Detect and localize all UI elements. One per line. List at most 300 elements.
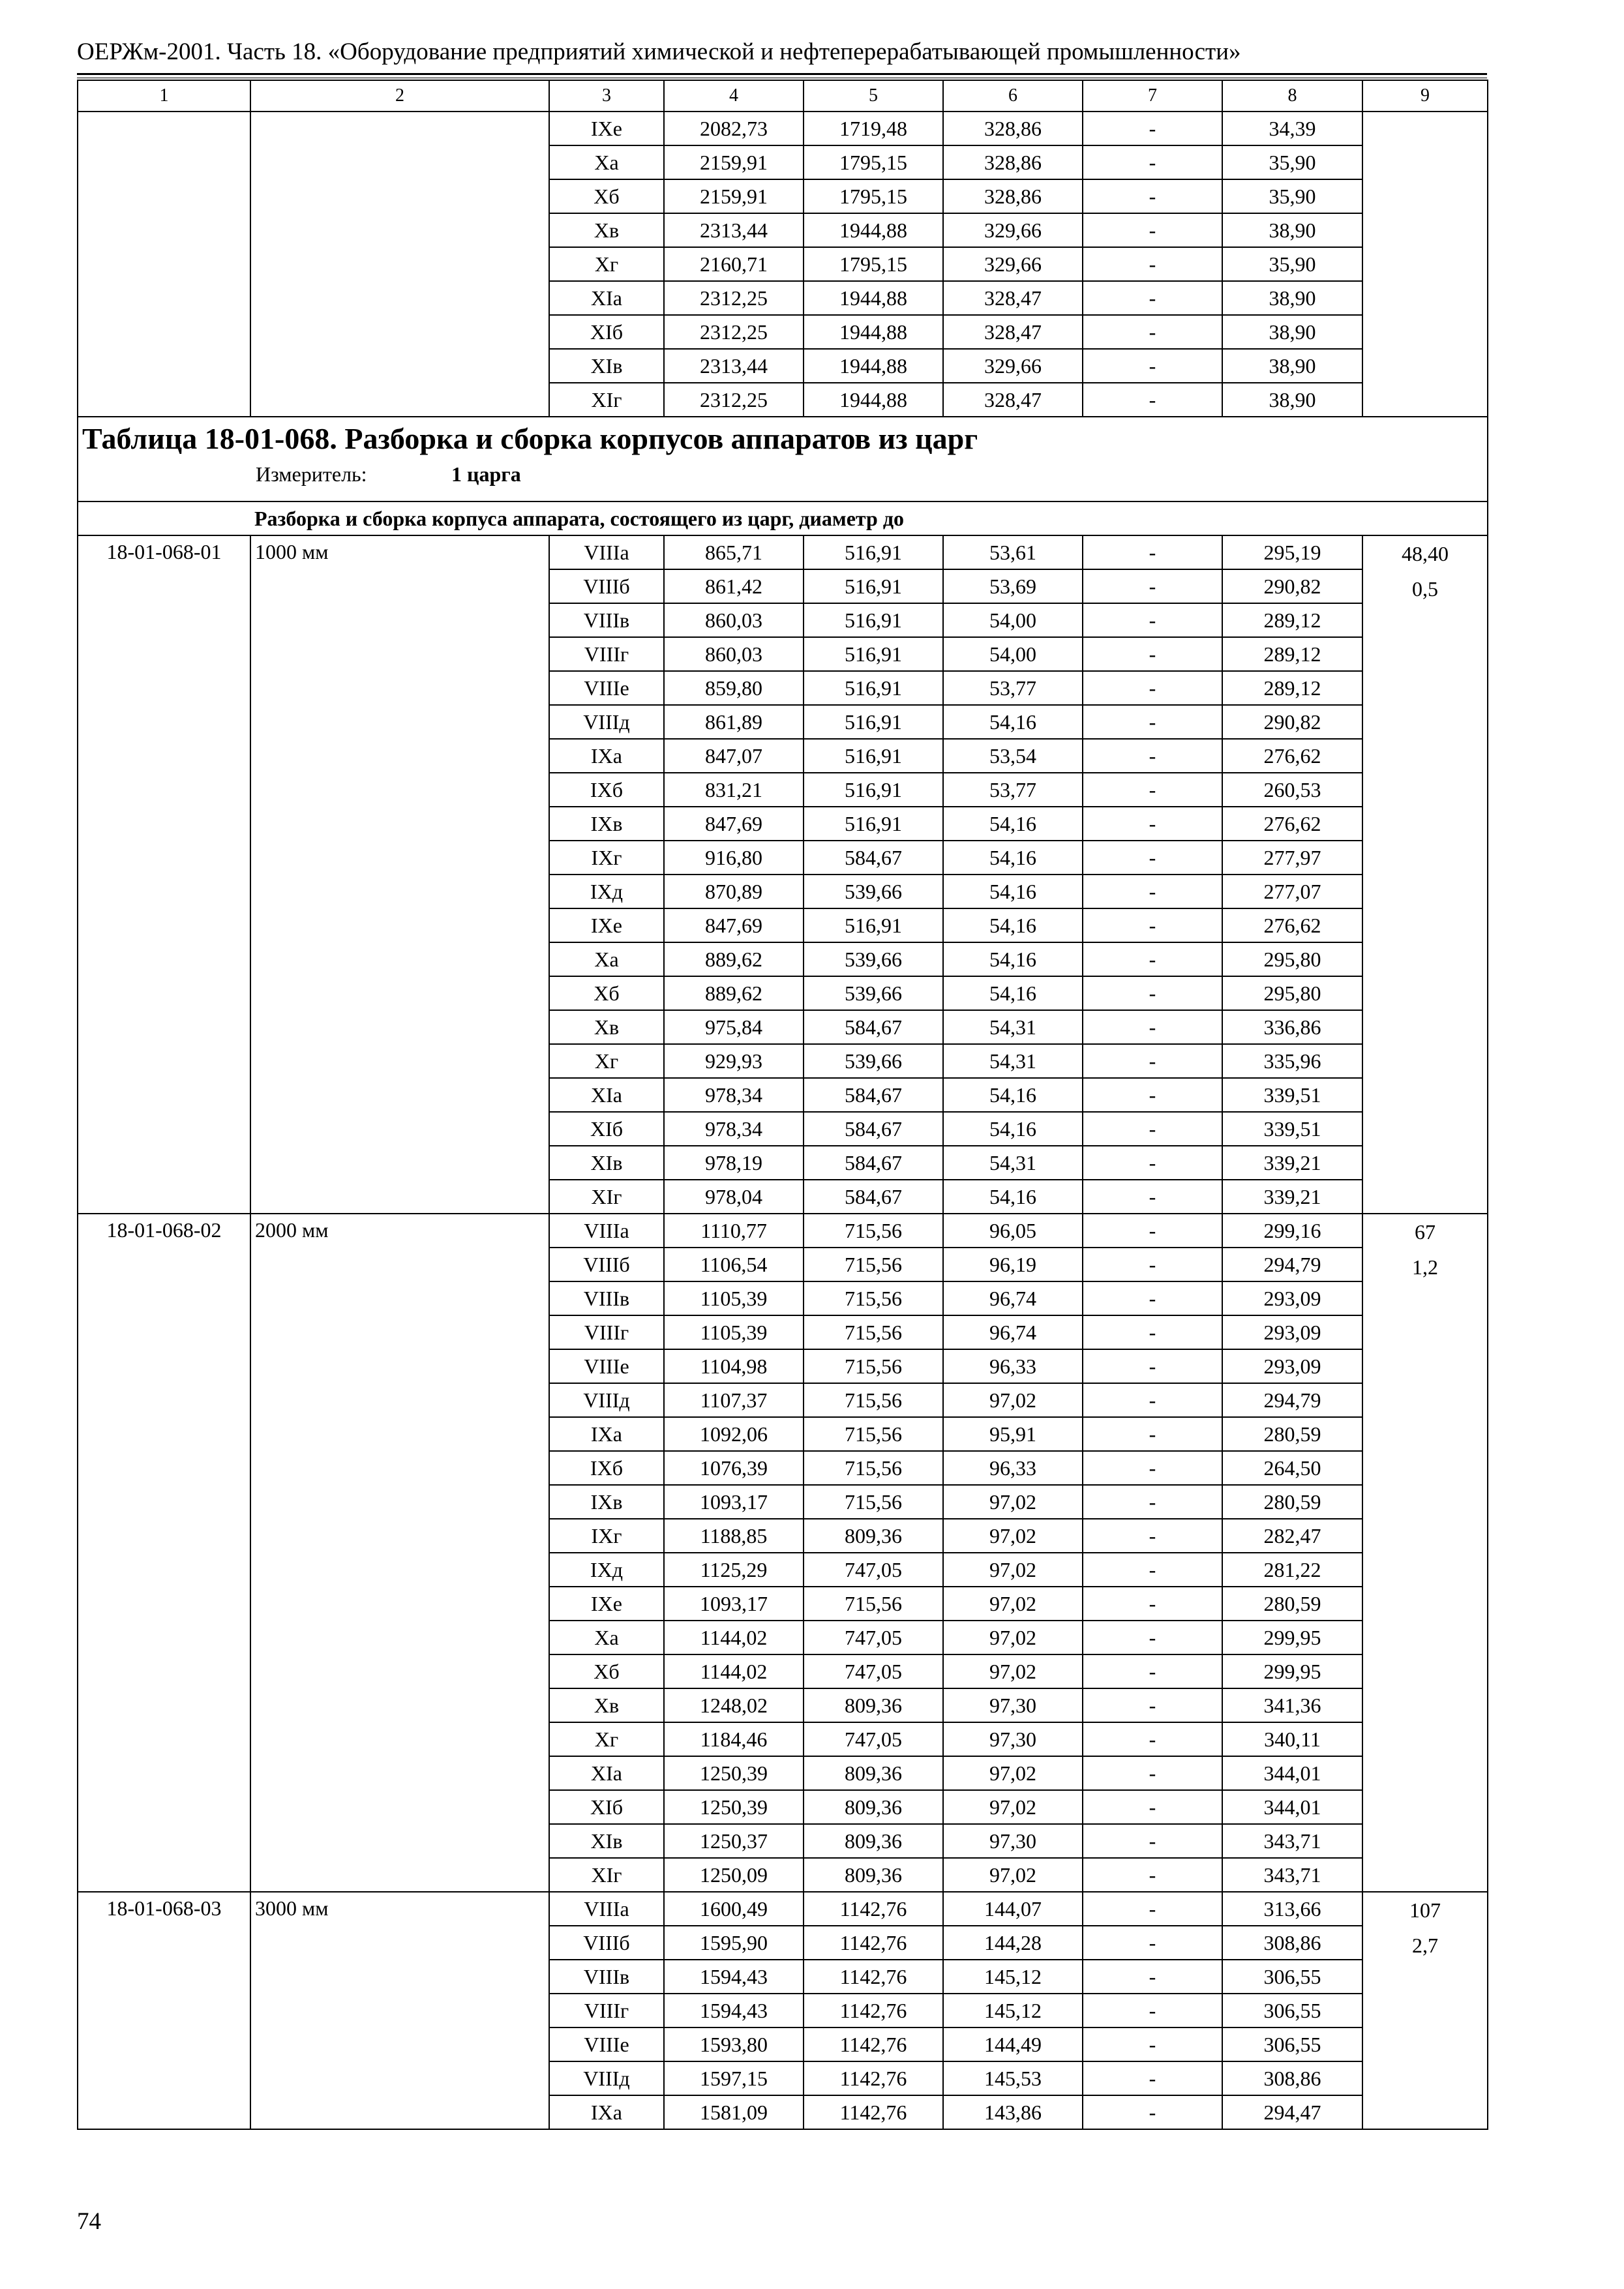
zone-code: VIIIд: [549, 2061, 664, 2095]
wages: 1142,76: [804, 2027, 943, 2061]
wages: 584,67: [804, 841, 943, 875]
materials: -: [1083, 1146, 1222, 1180]
labor-costs: 280,59: [1222, 1587, 1362, 1621]
price-table: [77, 80, 1488, 2130]
machine-costs: 329,66: [943, 247, 1083, 281]
wages: 1795,15: [804, 179, 943, 213]
materials: -: [1083, 1654, 1222, 1688]
materials: -: [1083, 1485, 1222, 1519]
materials: -: [1083, 1112, 1222, 1146]
labor-costs: 308,86: [1222, 1926, 1362, 1960]
direct-costs: 929,93: [664, 1044, 804, 1078]
materials: -: [1083, 315, 1222, 349]
machine-costs: 97,02: [943, 1485, 1083, 1519]
zone-code: VIIIа: [549, 1892, 664, 1926]
worker-hours: 67: [1415, 1220, 1436, 1244]
wages: 1142,76: [804, 1892, 943, 1926]
materials: -: [1083, 1078, 1222, 1112]
table-title-row: [78, 417, 1488, 501]
zone-code: VIIIе: [549, 671, 664, 705]
wages: 715,56: [804, 1248, 943, 1281]
item-code: 18-01-068-03: [78, 1892, 250, 2129]
machine-costs: 53,77: [943, 773, 1083, 807]
wages: 1944,88: [804, 281, 943, 315]
wages: 516,91: [804, 773, 943, 807]
zone-code: IXг: [549, 841, 664, 875]
machine-costs: 54,16: [943, 1180, 1083, 1214]
materials: -: [1083, 671, 1222, 705]
labor-costs: 280,59: [1222, 1417, 1362, 1451]
wages: 539,66: [804, 1044, 943, 1078]
materials: -: [1083, 1451, 1222, 1485]
zone-code: Xв: [549, 1688, 664, 1722]
materials: -: [1083, 841, 1222, 875]
wages: 1719,48: [804, 112, 943, 145]
zone-code: IXб: [549, 1451, 664, 1485]
labor-costs: 281,22: [1222, 1553, 1362, 1587]
labor-costs: 294,79: [1222, 1248, 1362, 1281]
zone-code: Xа: [549, 942, 664, 976]
machine-costs: 54,16: [943, 976, 1083, 1010]
zone-code: IXе: [549, 112, 664, 145]
section-title: Разборка и сборка корпуса аппарата, состоящего из царг, диаметр до: [78, 501, 1488, 535]
direct-costs: 1076,39: [664, 1451, 804, 1485]
labor-costs: 35,90: [1222, 179, 1362, 213]
zone-code: XIа: [549, 1078, 664, 1112]
labor-costs: 339,21: [1222, 1146, 1362, 1180]
labor-costs: 341,36: [1222, 1688, 1362, 1722]
direct-costs: 1600,49: [664, 1892, 804, 1926]
materials: -: [1083, 1722, 1222, 1756]
direct-costs: 975,84: [664, 1010, 804, 1044]
materials: -: [1083, 875, 1222, 908]
wages: 1142,76: [804, 2061, 943, 2095]
zone-code: VIIIв: [549, 1960, 664, 1994]
machine-costs: 328,47: [943, 281, 1083, 315]
wages: 516,91: [804, 908, 943, 942]
unit-value: 1 царга: [451, 462, 521, 486]
labor-costs: 293,09: [1222, 1349, 1362, 1383]
machine-costs: 97,02: [943, 1858, 1083, 1892]
labor-costs: 313,66: [1222, 1892, 1362, 1926]
materials: -: [1083, 247, 1222, 281]
direct-costs: 1250,09: [664, 1858, 804, 1892]
zone-code: XIв: [549, 1824, 664, 1858]
zone-code: XIг: [549, 1858, 664, 1892]
direct-costs: 1093,17: [664, 1485, 804, 1519]
column-number: 8: [1222, 80, 1362, 112]
direct-costs: 1092,06: [664, 1417, 804, 1451]
wages: 516,91: [804, 569, 943, 603]
zone-code: VIIIд: [549, 1383, 664, 1417]
wages: 715,56: [804, 1349, 943, 1383]
wages: 516,91: [804, 705, 943, 739]
zone-code: VIIIе: [549, 1349, 664, 1383]
wages: 809,36: [804, 1858, 943, 1892]
direct-costs: 1250,39: [664, 1790, 804, 1824]
header-rule: [77, 73, 1487, 75]
machine-costs: 54,16: [943, 705, 1083, 739]
item-description: 3000 мм: [250, 1892, 549, 2129]
labor-costs: 344,01: [1222, 1756, 1362, 1790]
materials: -: [1083, 603, 1222, 637]
machine-costs: 53,61: [943, 535, 1083, 569]
zone-code: Xг: [549, 247, 664, 281]
direct-costs: 1104,98: [664, 1349, 804, 1383]
wages: 516,91: [804, 807, 943, 841]
materials: -: [1083, 1315, 1222, 1349]
machine-costs: 53,54: [943, 739, 1083, 773]
wages: 1142,76: [804, 1994, 943, 2027]
labor-costs: 293,09: [1222, 1315, 1362, 1349]
labor-costs: 336,86: [1222, 1010, 1362, 1044]
zone-code: IXа: [549, 2095, 664, 2129]
machine-costs: 97,30: [943, 1722, 1083, 1756]
zone-code: VIIIг: [549, 637, 664, 671]
zone-code: XIб: [549, 1112, 664, 1146]
machine-costs: 97,02: [943, 1519, 1083, 1553]
desc-cell: [250, 112, 549, 417]
wages: 516,91: [804, 603, 943, 637]
machine-costs: 54,16: [943, 942, 1083, 976]
materials: -: [1083, 1756, 1222, 1790]
machine-costs: 328,86: [943, 112, 1083, 145]
machine-costs: 145,12: [943, 1960, 1083, 1994]
direct-costs: 1106,54: [664, 1248, 804, 1281]
materials: -: [1083, 1621, 1222, 1654]
machine-costs: 96,33: [943, 1451, 1083, 1485]
direct-costs: 1184,46: [664, 1722, 804, 1756]
materials: -: [1083, 1790, 1222, 1824]
machine-costs: 97,02: [943, 1383, 1083, 1417]
materials: -: [1083, 637, 1222, 671]
machine-costs: 144,49: [943, 2027, 1083, 2061]
zone-code: XIв: [549, 1146, 664, 1180]
wages: 715,56: [804, 1451, 943, 1485]
zone-code: IXе: [549, 908, 664, 942]
materials: -: [1083, 179, 1222, 213]
wages: 1795,15: [804, 247, 943, 281]
labor-costs: 282,47: [1222, 1519, 1362, 1553]
machine-costs: 96,19: [943, 1248, 1083, 1281]
materials: -: [1083, 281, 1222, 315]
zone-code: IXв: [549, 807, 664, 841]
direct-costs: 978,34: [664, 1112, 804, 1146]
direct-costs: 870,89: [664, 875, 804, 908]
page-number: 74: [77, 2208, 101, 2235]
wages: 1142,76: [804, 1926, 943, 1960]
machine-costs: 97,02: [943, 1587, 1083, 1621]
machine-costs: 53,69: [943, 569, 1083, 603]
wages: 715,56: [804, 1417, 943, 1451]
materials: -: [1083, 349, 1222, 383]
wages: 809,36: [804, 1756, 943, 1790]
labor-costs: 38,90: [1222, 383, 1362, 417]
zone-code: IXа: [549, 739, 664, 773]
wages: 1142,76: [804, 2095, 943, 2129]
direct-costs: 1594,43: [664, 1994, 804, 2027]
materials: -: [1083, 145, 1222, 179]
wages: 516,91: [804, 671, 943, 705]
materials: -: [1083, 1010, 1222, 1044]
zone-code: XIг: [549, 1180, 664, 1214]
labor-costs: 38,90: [1222, 315, 1362, 349]
labor-costs: 289,12: [1222, 603, 1362, 637]
column-number: 4: [664, 80, 804, 112]
zone-code: XIа: [549, 281, 664, 315]
resource-cell: [1362, 1892, 1488, 2129]
materials: -: [1083, 535, 1222, 569]
labor-costs: 294,47: [1222, 2095, 1362, 2129]
machine-costs: 97,02: [943, 1553, 1083, 1587]
materials: -: [1083, 739, 1222, 773]
direct-costs: 2159,91: [664, 145, 804, 179]
table-row: [78, 112, 1488, 145]
labor-costs: 306,55: [1222, 1960, 1362, 1994]
zone-code: Xа: [549, 145, 664, 179]
materials: -: [1083, 976, 1222, 1010]
materials: -: [1083, 569, 1222, 603]
unit-line: [82, 458, 1483, 490]
machine-costs: 54,16: [943, 1078, 1083, 1112]
zone-code: Xб: [549, 976, 664, 1010]
direct-costs: 847,69: [664, 908, 804, 942]
labor-costs: 293,09: [1222, 1281, 1362, 1315]
direct-costs: 1110,77: [664, 1214, 804, 1248]
machine-costs: 328,86: [943, 145, 1083, 179]
machine-costs: 97,30: [943, 1688, 1083, 1722]
machine-costs: 95,91: [943, 1417, 1083, 1451]
materials: -: [1083, 1214, 1222, 1248]
materials: -: [1083, 1587, 1222, 1621]
zone-code: XIг: [549, 383, 664, 417]
labor-costs: 280,59: [1222, 1485, 1362, 1519]
direct-costs: 865,71: [664, 535, 804, 569]
labor-costs: 276,62: [1222, 807, 1362, 841]
materials: -: [1083, 2027, 1222, 2061]
labor-costs: 306,55: [1222, 1994, 1362, 2027]
unit-label: Измеритель:: [256, 462, 367, 486]
machine-costs: 54,31: [943, 1146, 1083, 1180]
wages: 1142,76: [804, 1960, 943, 1994]
direct-costs: 1144,02: [664, 1621, 804, 1654]
labor-costs: 34,39: [1222, 112, 1362, 145]
machinist-hours: 2,7: [1412, 1934, 1438, 1957]
column-number: 7: [1083, 80, 1222, 112]
wages: 809,36: [804, 1824, 943, 1858]
direct-costs: 889,62: [664, 942, 804, 976]
machine-costs: 328,47: [943, 383, 1083, 417]
direct-costs: 1248,02: [664, 1688, 804, 1722]
labor-costs: 277,97: [1222, 841, 1362, 875]
labor-costs: 276,62: [1222, 739, 1362, 773]
direct-costs: 860,03: [664, 637, 804, 671]
table-title-cell: [78, 417, 1488, 501]
direct-costs: 1597,15: [664, 2061, 804, 2095]
materials: -: [1083, 383, 1222, 417]
direct-costs: 978,04: [664, 1180, 804, 1214]
wages: 715,56: [804, 1281, 943, 1315]
machine-costs: 97,02: [943, 1654, 1083, 1688]
machine-costs: 97,30: [943, 1824, 1083, 1858]
wages: 747,05: [804, 1621, 943, 1654]
zone-code: Xв: [549, 1010, 664, 1044]
extra-cell: [1362, 112, 1488, 417]
direct-costs: 2313,44: [664, 213, 804, 247]
wages: 809,36: [804, 1790, 943, 1824]
wages: 1795,15: [804, 145, 943, 179]
labor-costs: 289,12: [1222, 637, 1362, 671]
machine-costs: 53,77: [943, 671, 1083, 705]
zone-code: VIIIг: [549, 1315, 664, 1349]
labor-costs: 343,71: [1222, 1824, 1362, 1858]
materials: -: [1083, 1383, 1222, 1417]
zone-code: Xв: [549, 213, 664, 247]
labor-costs: 299,95: [1222, 1621, 1362, 1654]
machine-costs: 328,47: [943, 315, 1083, 349]
zone-code: Xб: [549, 1654, 664, 1688]
direct-costs: 1594,43: [664, 1960, 804, 1994]
materials: -: [1083, 1519, 1222, 1553]
resource-cell: [1362, 535, 1488, 1214]
machine-costs: 97,02: [943, 1621, 1083, 1654]
machine-costs: 145,12: [943, 1994, 1083, 2027]
materials: -: [1083, 705, 1222, 739]
materials: -: [1083, 773, 1222, 807]
direct-costs: 1125,29: [664, 1553, 804, 1587]
column-number: 1: [78, 80, 250, 112]
wages: 584,67: [804, 1146, 943, 1180]
wages: 715,56: [804, 1587, 943, 1621]
machine-costs: 54,31: [943, 1044, 1083, 1078]
zone-code: VIIIг: [549, 1994, 664, 2027]
wages: 1944,88: [804, 315, 943, 349]
direct-costs: 1107,37: [664, 1383, 804, 1417]
materials: -: [1083, 1960, 1222, 1994]
zone-code: VIIIб: [549, 1248, 664, 1281]
column-number: 2: [250, 80, 549, 112]
zone-code: XIб: [549, 1790, 664, 1824]
materials: -: [1083, 213, 1222, 247]
zone-code: Xг: [549, 1722, 664, 1756]
machine-costs: 329,66: [943, 213, 1083, 247]
materials: -: [1083, 2095, 1222, 2129]
wages: 584,67: [804, 1112, 943, 1146]
code-cell: [78, 112, 250, 417]
zone-code: VIIIа: [549, 1214, 664, 1248]
machine-costs: 54,00: [943, 603, 1083, 637]
zone-code: VIIIв: [549, 1281, 664, 1315]
direct-costs: 1581,09: [664, 2095, 804, 2129]
materials: -: [1083, 942, 1222, 976]
zone-code: IXд: [549, 875, 664, 908]
zone-code: VIIIд: [549, 705, 664, 739]
materials: -: [1083, 1180, 1222, 1214]
wages: 1944,88: [804, 383, 943, 417]
labor-costs: 264,50: [1222, 1451, 1362, 1485]
labor-costs: 295,19: [1222, 535, 1362, 569]
worker-hours: 107: [1409, 1898, 1441, 1922]
zone-code: VIIIе: [549, 2027, 664, 2061]
materials: -: [1083, 807, 1222, 841]
zone-code: XIа: [549, 1756, 664, 1790]
labor-costs: 277,07: [1222, 875, 1362, 908]
zone-code: IXе: [549, 1587, 664, 1621]
wages: 715,56: [804, 1214, 943, 1248]
zone-code: VIIIа: [549, 535, 664, 569]
labor-costs: 299,16: [1222, 1214, 1362, 1248]
direct-costs: 1595,90: [664, 1926, 804, 1960]
zone-code: XIб: [549, 315, 664, 349]
direct-costs: 1593,80: [664, 2027, 804, 2061]
wages: 539,66: [804, 875, 943, 908]
materials: -: [1083, 1824, 1222, 1858]
table-row: [78, 1214, 1488, 1248]
labor-costs: 339,21: [1222, 1180, 1362, 1214]
direct-costs: 2159,91: [664, 179, 804, 213]
labor-costs: 308,86: [1222, 2061, 1362, 2095]
labor-costs: 38,90: [1222, 213, 1362, 247]
direct-costs: 1188,85: [664, 1519, 804, 1553]
machine-costs: 329,66: [943, 349, 1083, 383]
materials: -: [1083, 1553, 1222, 1587]
wages: 809,36: [804, 1519, 943, 1553]
direct-costs: 847,69: [664, 807, 804, 841]
zone-code: IXа: [549, 1417, 664, 1451]
wages: 539,66: [804, 976, 943, 1010]
direct-costs: 861,89: [664, 705, 804, 739]
machine-costs: 145,53: [943, 2061, 1083, 2095]
direct-costs: 1250,39: [664, 1756, 804, 1790]
materials: -: [1083, 2061, 1222, 2095]
wages: 584,67: [804, 1078, 943, 1112]
labor-costs: 295,80: [1222, 942, 1362, 976]
zone-code: Xг: [549, 1044, 664, 1078]
labor-costs: 306,55: [1222, 2027, 1362, 2061]
machine-costs: 96,74: [943, 1281, 1083, 1315]
zone-code: VIIIб: [549, 1926, 664, 1960]
zone-code: Xа: [549, 1621, 664, 1654]
wages: 539,66: [804, 942, 943, 976]
wages: 809,36: [804, 1688, 943, 1722]
direct-costs: 978,19: [664, 1146, 804, 1180]
machine-costs: 97,02: [943, 1790, 1083, 1824]
wages: 516,91: [804, 637, 943, 671]
materials: -: [1083, 112, 1222, 145]
column-number: 9: [1362, 80, 1488, 112]
wages: 584,67: [804, 1180, 943, 1214]
labor-costs: 260,53: [1222, 773, 1362, 807]
materials: -: [1083, 1858, 1222, 1892]
machinist-hours: 0,5: [1412, 577, 1438, 601]
machine-costs: 54,16: [943, 875, 1083, 908]
item-code: 18-01-068-01: [78, 535, 250, 1214]
zone-code: IXд: [549, 1553, 664, 1587]
labor-costs: 294,79: [1222, 1383, 1362, 1417]
table-body: [78, 80, 1488, 2129]
machine-costs: 54,16: [943, 841, 1083, 875]
machine-costs: 54,00: [943, 637, 1083, 671]
direct-costs: 2312,25: [664, 315, 804, 349]
machine-costs: 54,16: [943, 1112, 1083, 1146]
item-code: 18-01-068-02: [78, 1214, 250, 1892]
labor-costs: 339,51: [1222, 1112, 1362, 1146]
labor-costs: 340,11: [1222, 1722, 1362, 1756]
machine-costs: 96,05: [943, 1214, 1083, 1248]
labor-costs: 290,82: [1222, 705, 1362, 739]
item-description: 2000 мм: [250, 1214, 549, 1892]
section-row: [78, 501, 1488, 535]
